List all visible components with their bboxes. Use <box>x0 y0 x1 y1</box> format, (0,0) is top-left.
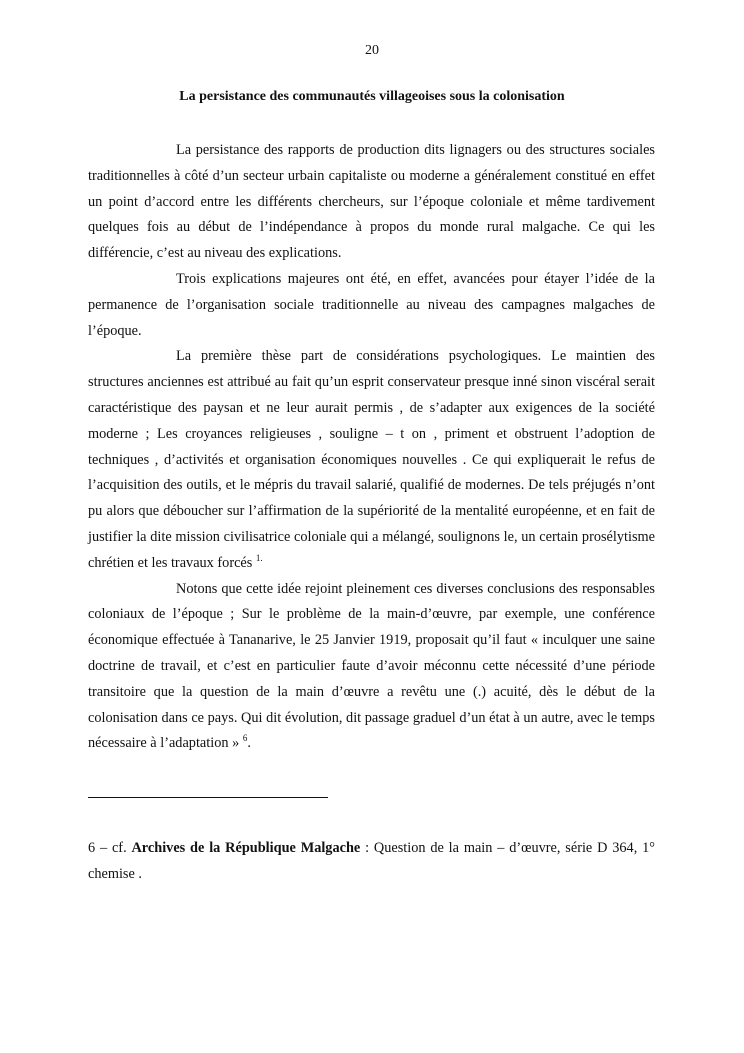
footnote <box>88 835 655 887</box>
footnote-prefix: 6 – cf. <box>88 840 132 856</box>
paragraph-4-text: Notons que cette idée rejoint pleinement ces diverses conclusions des responsables coloniaux de l’époque ; Sur le problème de la main-d’œuvre, par exemple, une conférence économique effectuée à Tananarive, le 25 Janvier 1919, proposait qu’il faut « inculquer une saine doctrine de travail, et c’est en particulier faute d’avoir méconnu cette nécessité d’une période transitoire que la question de la main d’œuvre a revêtu une (.) acuité, dès le début de la colonisation dans ce pays. Qui dit évolution, dit passage graduel d’un état à un autre, avec le temps nécessaire à l’adaptation » <box>88 580 655 752</box>
footnote-separator <box>88 797 328 798</box>
paragraph-4-tail: . <box>247 735 251 752</box>
footnote-marker-6: 6 <box>242 733 248 744</box>
page-number: 20 <box>365 43 379 58</box>
footnote-marker-1: 1. <box>255 552 263 563</box>
body-text <box>88 138 655 757</box>
paragraph-1 <box>88 138 655 267</box>
paragraph-2-text: Trois explications majeures ont été, en effet, avancées pour étayer l’idée de la permanence de l’organisation sociale traditionnelle au niveau des campagnes malgaches de l’époque. <box>88 270 655 339</box>
paragraph-2 <box>88 267 655 344</box>
section-title: La persistance des communautés villageoises sous la colonisation <box>179 89 565 104</box>
paragraph-4 <box>88 577 655 758</box>
paragraph-3 <box>88 344 655 576</box>
footnote-rest: : Question de la main – d’œuvre, série D 364, 1° chemise . <box>88 840 655 882</box>
footnote-source: Archives de la République Malgache <box>131 840 361 856</box>
paragraph-3-text: La première thèse part de considérations psychologiques. Le maintien des structures anciennes est attribué au fait qu’un esprit conservateur presque inné sinon viscéral serait caractéristique des paysan et ne leur aurait permis , de s’adapter aux exigences de la société moderne ; Les croyances religieuses , souligne – t on , priment et obstruent l’adoption de techniques , d’activités et organisation économiques nouvelles . Ce qui expliquerait le refus de l’acquisition des outils, et le mépris du travail salarié, qualifié de modernes. De tels préjugés n’ont pu alors que déboucher sur l’affirmation de la supériorité de la mentalité européenne, et en fait de justifier la dite mission civilisatrice coloniale qui a mélangé, soulignons le, un certain prosélytisme chrétien et les travaux forcés <box>88 348 655 571</box>
paragraph-1-text: La persistance des rapports de production dits lignagers ou des structures sociales traditionnelles à côté d’un secteur urbain capitaliste ou moderne a généralement constitué en effet un point d’accord entre les différents chercheurs, sur l’époque coloniale et même tardivement quelques fois au début de l’indépendance à propos du monde rural malgache. Ce qui les différencie, c’est au niveau des explications. <box>88 142 655 262</box>
